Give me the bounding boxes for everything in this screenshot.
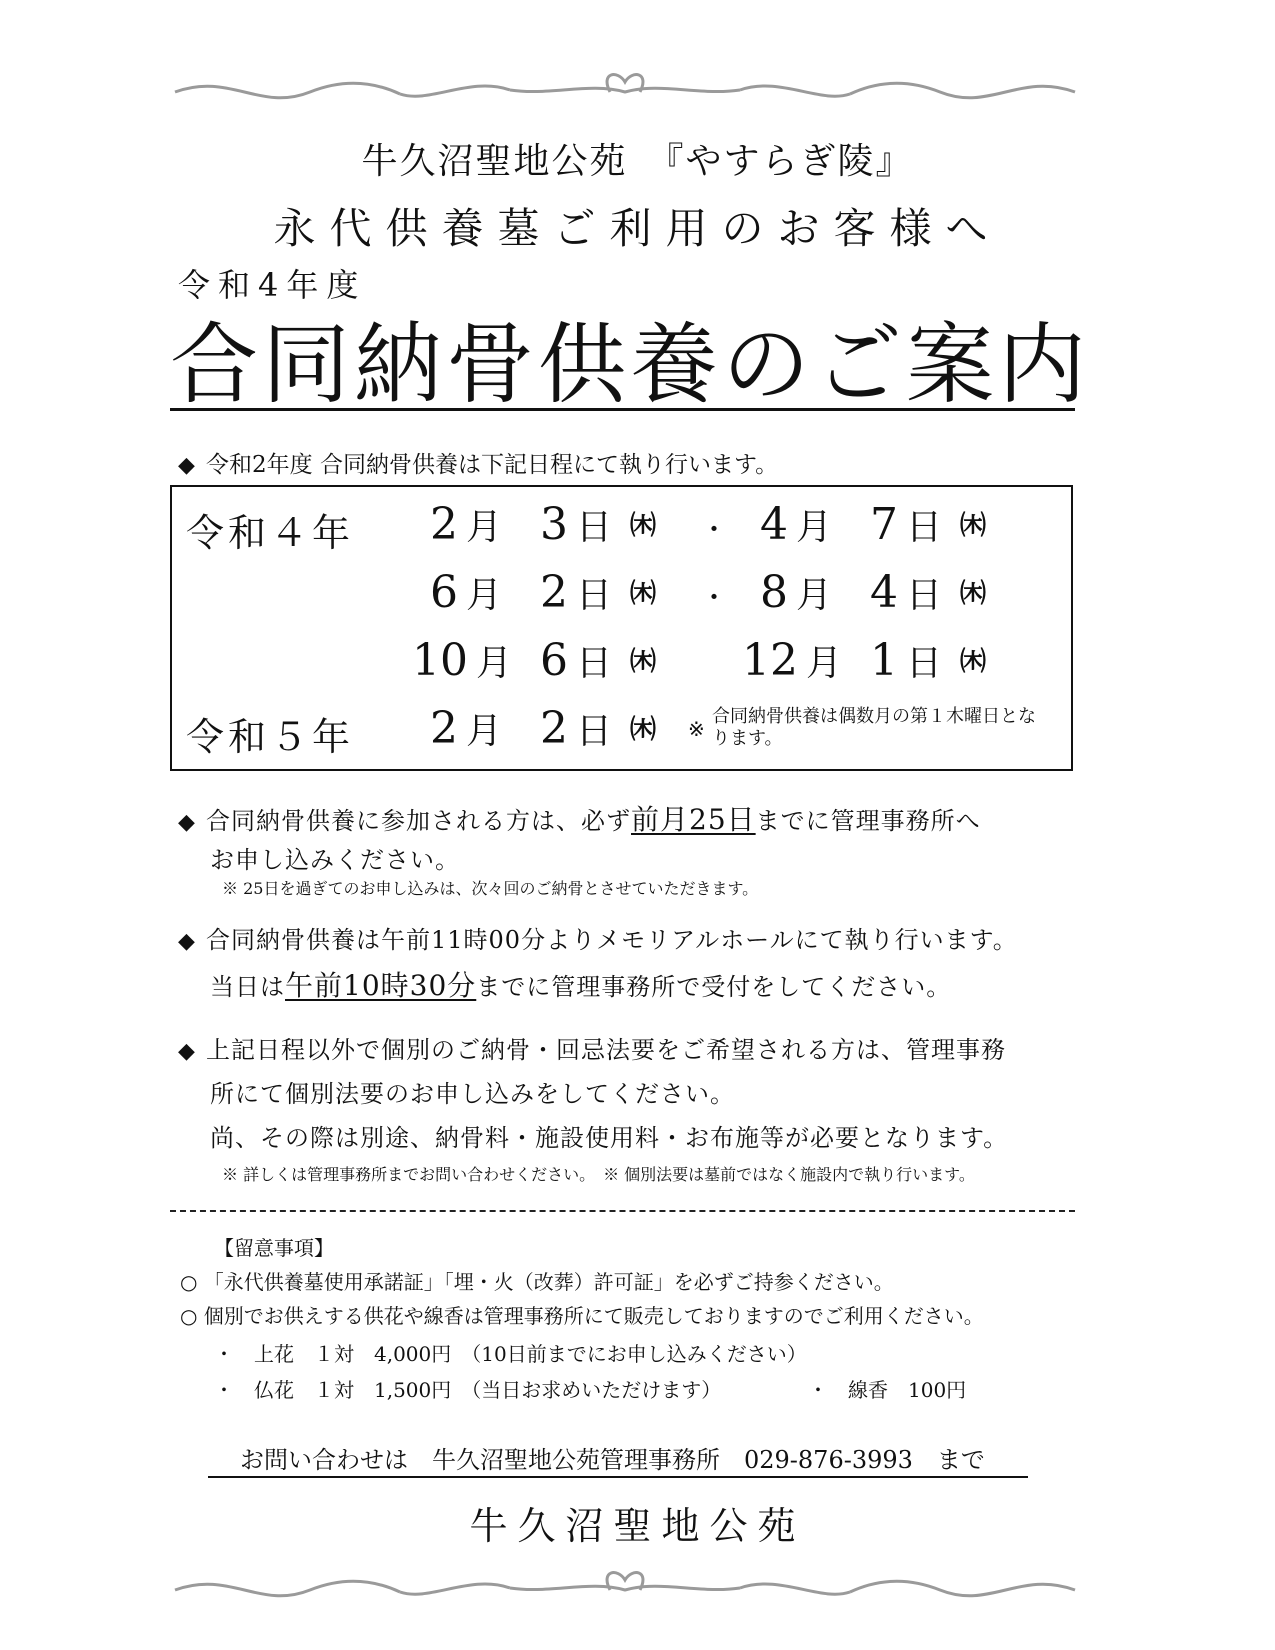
weekday-badge: ㈭ xyxy=(630,579,657,609)
audience-heading: 永代供養墓ご利用のお客様へ xyxy=(273,204,1002,253)
section3-note: ※ 詳しくは管理事務所までお問い合わせください。 ※ 個別法要は墓前ではなく施設内で執り行います。 xyxy=(222,1165,975,1184)
date-day: 6 日 xyxy=(540,635,613,686)
facility-title: 牛久沼聖地公苑 『やすらぎ陵』 xyxy=(361,141,914,182)
dashed-divider xyxy=(170,1210,1075,1212)
title-underline xyxy=(170,408,1075,411)
note-mark: ※ xyxy=(688,717,705,741)
intro-text: 令和2年度 合同納骨供養は下記日程にて執り行います。 xyxy=(206,452,779,478)
date-month: 6 月 xyxy=(430,567,503,618)
date-day: 1 日 xyxy=(870,635,943,686)
section1-line2: お申し込みください。 xyxy=(210,846,460,874)
date-separator: ・ xyxy=(700,581,729,614)
date-month: 2 月 xyxy=(430,499,503,550)
weekday-badge: ㈭ xyxy=(960,647,987,677)
diamond-icon: ◆ xyxy=(178,453,195,478)
section2-line1: ◆ 合同納骨供養は午前11時00分よりメモリアルホールにて執り行います。 xyxy=(178,926,1018,954)
footer-organization: 牛久沼聖地公苑 xyxy=(469,1504,806,1548)
diamond-icon: ◆ xyxy=(178,929,196,954)
schedule-note-text: 合同納骨供養は偶数月の第１木曜日となります。 xyxy=(712,706,1036,749)
weekday-badge: ㈭ xyxy=(630,511,657,541)
price-row: ・ 線香 100円 xyxy=(808,1378,967,1402)
date-day: 2 日 xyxy=(540,703,613,754)
weekday-badge: ㈭ xyxy=(960,511,987,541)
fiscal-year: 令和4年度 xyxy=(178,266,367,304)
intro-line xyxy=(178,446,778,479)
reception-time-emphasis: 午前10時30分 xyxy=(285,969,477,1002)
top-ornament xyxy=(170,62,1080,122)
price-row: ・ 上花 １対 4,000円 （10日前までにお申し込みください） xyxy=(214,1342,807,1366)
section1-line1: ◆ 合同納骨供養に参加される方は、必ず前月25日までに管理事務所へ xyxy=(178,803,981,836)
notice-item: ○ 「永代供養墓使用承諾証」「埋・火（改葬）許可証」を必ずご持参ください。 xyxy=(180,1270,894,1294)
notices-heading: 【留意事項】 xyxy=(214,1236,334,1260)
date-month: 10 月 xyxy=(412,635,513,686)
date-separator: ・ xyxy=(700,513,729,546)
date-day: 4 日 xyxy=(870,567,943,618)
year-label-r4: 令和４年 xyxy=(186,511,355,555)
date-day: 2 日 xyxy=(540,567,613,618)
contact-underline xyxy=(208,1476,1028,1478)
weekday-badge: ㈭ xyxy=(630,647,657,677)
price-row: ・ 仏花 １対 1,500円 （当日お求めいただけます） xyxy=(214,1378,722,1402)
date-month: 2 月 xyxy=(430,703,503,754)
section1-note: ※ 25日を過ぎてのお申し込みは、次々回のご納骨とさせていただきます。 xyxy=(222,879,759,898)
date-month: 4 月 xyxy=(760,499,833,550)
section3-line2: 所にて個別法要のお申し込みをしてください。 xyxy=(210,1080,735,1108)
year-label-r5: 令和５年 xyxy=(186,715,355,759)
date-month: 8 月 xyxy=(760,567,833,618)
deadline-emphasis: 前月25日 xyxy=(631,803,756,836)
diamond-icon: ◆ xyxy=(178,810,196,835)
weekday-badge: ㈭ xyxy=(960,579,987,609)
section3-line3: 尚、その際は別途、納骨料・施設使用料・お布施等が必要となります。 xyxy=(210,1124,1009,1152)
date-month: 12 月 xyxy=(742,635,843,686)
diamond-icon: ◆ xyxy=(178,1039,196,1064)
contact-info: お問い合わせは 牛久沼聖地公苑管理事務所 029-876-3993 まで xyxy=(240,1446,985,1474)
section3-line1: ◆ 上記日程以外で個別のご納骨・回忌法要をご希望される方は、管理事務 xyxy=(178,1036,1006,1064)
section2-line2: 当日は午前10時30分までに管理事務所で受付をしてください。 xyxy=(210,969,952,1002)
page-title: 合同納骨供養のご案内 xyxy=(170,313,1091,416)
notice-item: ○ 個別でお供えする供花や線香は管理事務所にて販売しておりますのでご利用ください。 xyxy=(180,1304,984,1328)
date-day: 3 日 xyxy=(540,499,613,550)
date-day: 7 日 xyxy=(870,499,943,550)
weekday-badge: ㈭ xyxy=(630,715,657,745)
schedule-note xyxy=(688,706,1042,750)
bottom-ornament xyxy=(170,1560,1080,1620)
